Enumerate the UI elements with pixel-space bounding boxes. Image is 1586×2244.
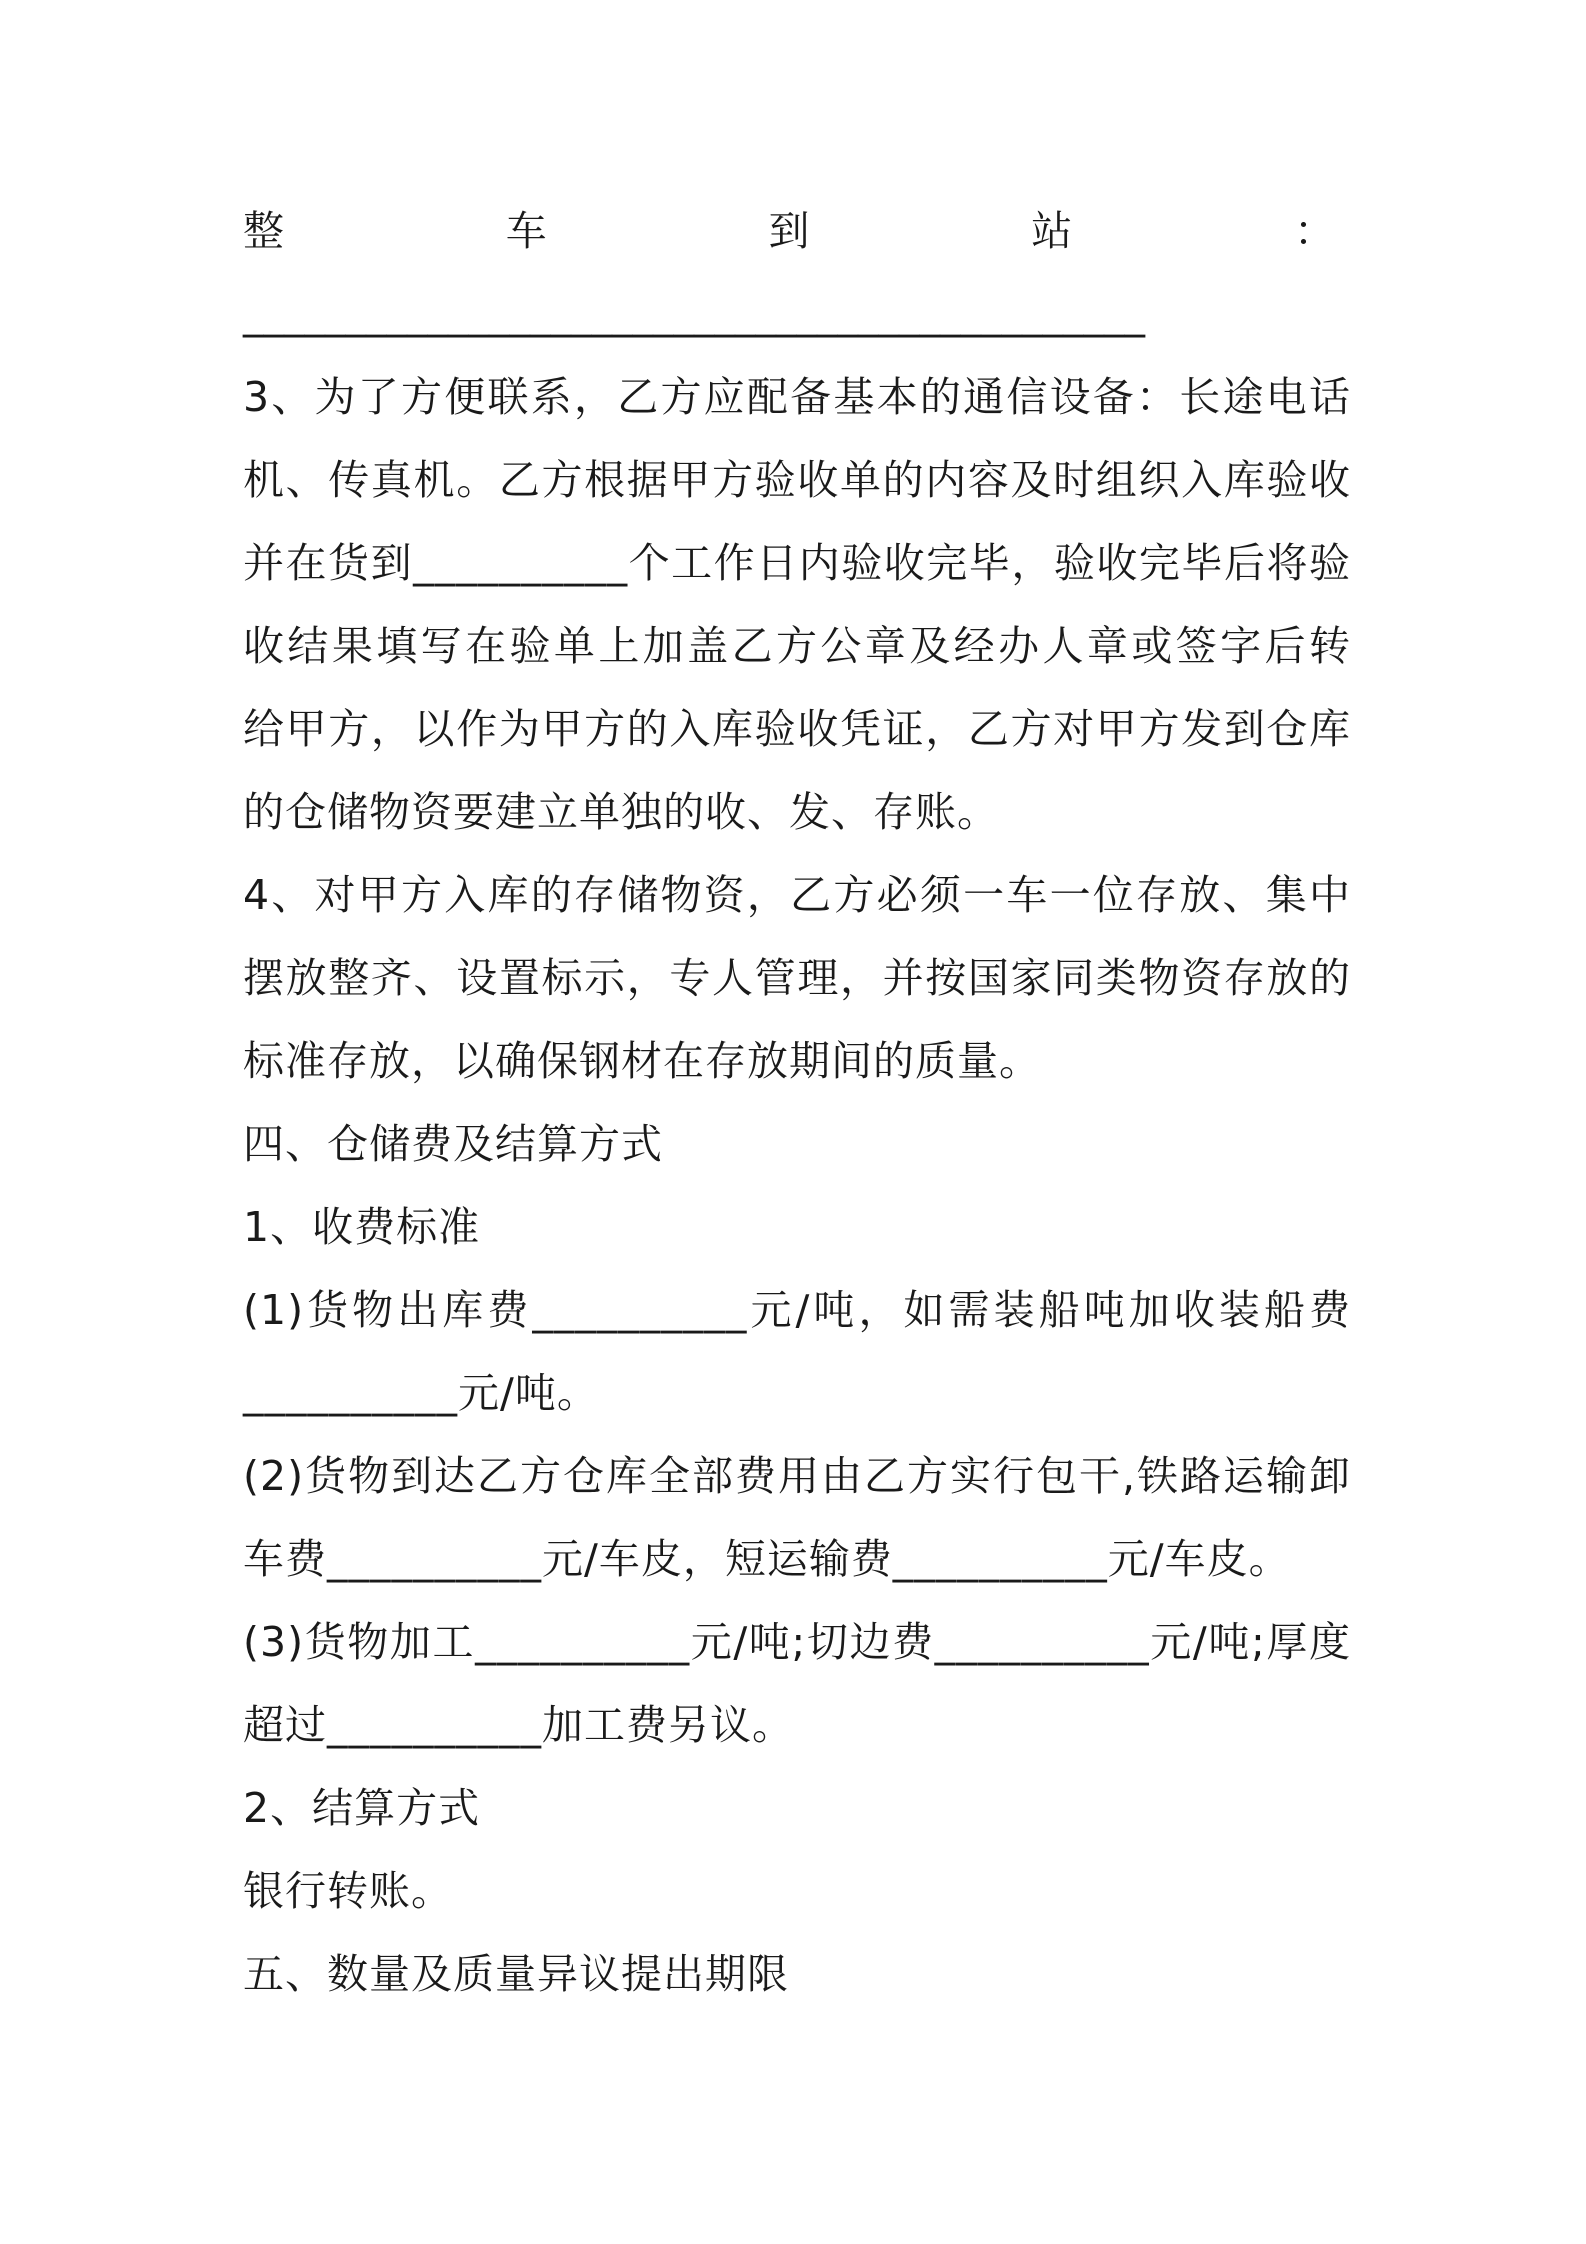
station-heading-char: 站	[1031, 207, 1074, 255]
station-heading-char: ：	[1294, 207, 1336, 255]
document-body	[243, 190, 1353, 2016]
clause-4-line-1: 4、对甲方入库的存储物资，乙方必须一车一位存放、集中	[243, 871, 1351, 919]
station-heading-char: 整	[243, 207, 285, 255]
clause-3-line-5: 给甲方，以作为甲方的入库验收凭证，乙方对甲方发到仓库	[243, 705, 1351, 753]
fee-item-1-line-2: __________元/吨。	[243, 1369, 599, 1417]
fee-item-3-line-1: (3)货物加工__________元/吨;切边费__________元/吨;厚度	[243, 1618, 1351, 1666]
settlement-heading: 2、结算方式	[243, 1784, 481, 1832]
clause-3-line-2: 机、传真机。乙方根据甲方验收单的内容及时组织入库验收	[243, 456, 1351, 504]
fee-item-1-line-1: (1)货物出库费__________元/吨，如需装船吨加收装船费	[243, 1286, 1351, 1334]
fee-standard-heading: 1、收费标准	[243, 1203, 481, 1251]
station-heading-char: 到	[768, 207, 811, 255]
station-fill-blank: ____________________________________________	[243, 290, 1145, 338]
clause-3-line-3: 并在货到__________个工作日内验收完毕，验收完毕后将验	[243, 539, 1351, 587]
station-heading-char: 车	[505, 207, 548, 255]
fee-item-2-line-1: (2)货物到达乙方仓库全部费用由乙方实行包干,铁路运输卸	[243, 1452, 1351, 1500]
station-heading	[243, 190, 1336, 273]
clause-3-line-4: 收结果填写在验单上加盖乙方公章及经办人章或签字后转	[243, 622, 1351, 670]
clause-4-line-3: 标准存放，以确保钢材在存放期间的质量。	[243, 1037, 1041, 1085]
clause-3-line-1: 3、为了方便联系，乙方应配备基本的通信设备：长途电话	[243, 373, 1351, 421]
fee-item-3-line-2: 超过__________加工费另议。	[243, 1701, 794, 1749]
section-5-heading: 五、数量及质量异议提出期限	[243, 1950, 789, 1998]
clause-3-line-6: 的仓储物资要建立单独的收、发、存账。	[243, 788, 999, 836]
section-4-heading: 四、仓储费及结算方式	[243, 1120, 663, 1168]
fee-item-2-line-2: 车费__________元/车皮，短运输费__________元/车皮。	[243, 1535, 1291, 1583]
clause-4-line-2: 摆放整齐、设置标示，专人管理，并按国家同类物资存放的	[243, 954, 1351, 1002]
settlement-method: 银行转账。	[243, 1867, 453, 1915]
